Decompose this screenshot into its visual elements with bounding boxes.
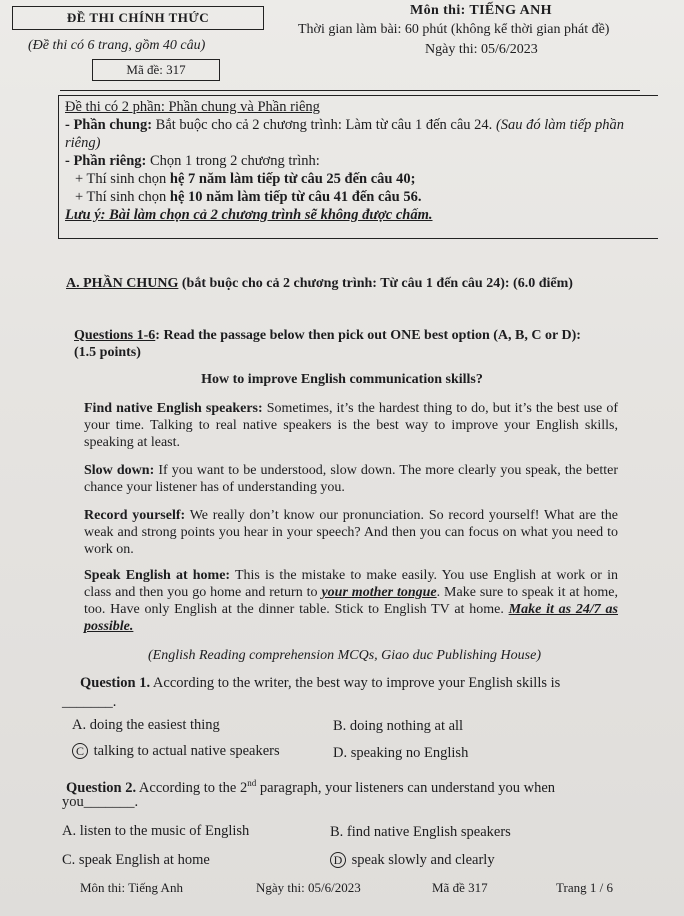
option-7-text: hệ 7 năm làm tiếp từ câu 25 đến câu 40; [169,171,416,187]
q1-option-c-text: talking to actual native speakers [90,743,280,759]
subject-title: Môn thi: TIẾNG ANH [410,3,552,18]
option-10-year [65,188,652,206]
p4-ending: Make it as 24/7 as possible. [84,602,619,634]
questions-instruction: : Read the passage below then pick out ONE best option (A, B, C or D): [155,328,581,343]
footer-date: Ngày thi: 05/6/2023 [256,880,361,895]
footer-subject: Môn thi: Tiếng Anh [80,880,183,895]
q2-option-a[interactable]: A. listen to the music of English [62,823,250,839]
option-10-text: hệ 10 năm làm tiếp từ câu 41 đến câu 56. [169,189,422,205]
q1-option-c-circled-letter: C [72,743,88,759]
p4-underlined: your mother tongue [321,585,437,600]
footer-code: Mã đề 317 [432,880,488,895]
common-label: - Phần chung: [65,117,153,133]
q2-option-d-text: speak slowly and clearly [348,852,495,868]
p1-heading: Find native English speakers: [84,401,263,416]
q1-option-c[interactable] [72,743,280,760]
q2-option-c[interactable]: C. speak English at home [62,852,210,868]
instructions-intro: Đề thi có 2 phần: Phần chung và Phần riêng [65,99,320,115]
q1-option-d[interactable]: D. speaking no English [333,745,469,761]
questions-points: (1.5 points) [74,345,141,360]
time-info: Thời gian làm bài: 60 phút (không kể thời gian phát đề) [298,22,610,37]
passage-paragraph-4 [84,567,618,635]
p4-text-1: This is the mistake to make easily. You use English at work or in class and then you go home and return to [84,568,618,600]
option-7-year [65,170,652,188]
instructions-private [65,152,652,170]
passage-paragraph-1 [84,400,618,451]
p3-text: We really don’t know our pronunciation. So record yourself! What are the weak and strong points you hear in your speech? And then you can focus on what you need to work on. [84,508,618,557]
p4-text-2: . Make sure to speak it at home, too. Have only English at the dinner table. Stick to English TV at home. [84,585,618,617]
q1-option-b[interactable]: B. doing nothing at all [333,718,464,734]
passage-paragraph-3 [84,507,618,558]
passage-title: How to improve English communication skills? [201,372,483,387]
question-1-blank: _______. [62,694,117,710]
option-7-prefix: + Thí sinh chọn [75,171,170,187]
section-a-title: A. PHẦN CHUNG [66,276,179,291]
option-10-prefix: + Thí sinh chọn [75,189,170,205]
private-text: Chọn 1 trong 2 chương trình: [146,153,320,169]
instructions-common [65,116,652,152]
passage-paragraph-2 [84,462,618,496]
question-1-label: Question 1. [80,675,151,691]
question-2-sup: nd [247,778,257,788]
questions-1-6-header [74,327,664,361]
exam-date: Ngày thi: 05/6/2023 [425,42,538,57]
exam-code-box: Mã đề: 317 [92,59,220,81]
question-2 [66,774,656,797]
q2-option-d-circled-letter: D [330,852,346,868]
p1-text: Sometimes, it’s the hardest thing to do, but it’s the best use of your time. Talking to real native speakers is the best way to improve your English skills, speaking at least. [84,401,618,450]
q2-option-d[interactable] [330,852,495,869]
p3-heading: Record yourself: [84,508,186,523]
question-2-line2: you_______. [62,794,139,810]
instructions-warning: Lưu ý: Bài làm chọn cả 2 chương trình sẽ không được chấm. [65,207,433,223]
common-text: Bắt buộc cho cả 2 chương trình: Làm từ câu 1 đến câu 24. [152,117,493,133]
p4-heading: Speak English at home: [84,568,231,583]
section-a-heading [66,276,573,292]
q1-option-a[interactable]: A. doing the easiest thing [72,717,220,733]
p2-heading: Slow down: [84,463,155,478]
questions-label: Questions 1-6 [74,328,156,343]
passage-source: (English Reading comprehension MCQs, Giao duc Publishing House) [148,648,541,663]
header-divider [60,90,640,91]
question-1-text: According to the writer, the best way to improve your English skills is [150,675,561,691]
p2-text: If you want to be understood, slow down. The more clearly you speak, the better chance your listener has of understanding you. [84,463,618,495]
common-note: (Sau đó làm tiếp phần riêng) [65,117,625,151]
q2-option-b[interactable]: B. find native English speakers [330,824,511,840]
question-2-label: Question 2. [66,779,137,796]
question-2-text-a: According to the 2 [136,779,248,796]
question-2-text-b: paragraph, your listeners can understand you when [256,779,556,796]
private-label: - Phần riêng: [65,153,147,169]
pages-note: (Đề thi có 6 trang, gồm 40 câu) [28,38,206,53]
section-a-rest: (bắt buộc cho cả 2 chương trình: Từ câu 1 đến câu 24): (6.0 điểm) [178,276,573,291]
official-exam-label: ĐỀ THI CHÍNH THỨC [12,6,264,30]
footer-page: Trang 1 / 6 [556,880,613,895]
question-1 [80,674,640,692]
instructions-box [58,95,658,239]
